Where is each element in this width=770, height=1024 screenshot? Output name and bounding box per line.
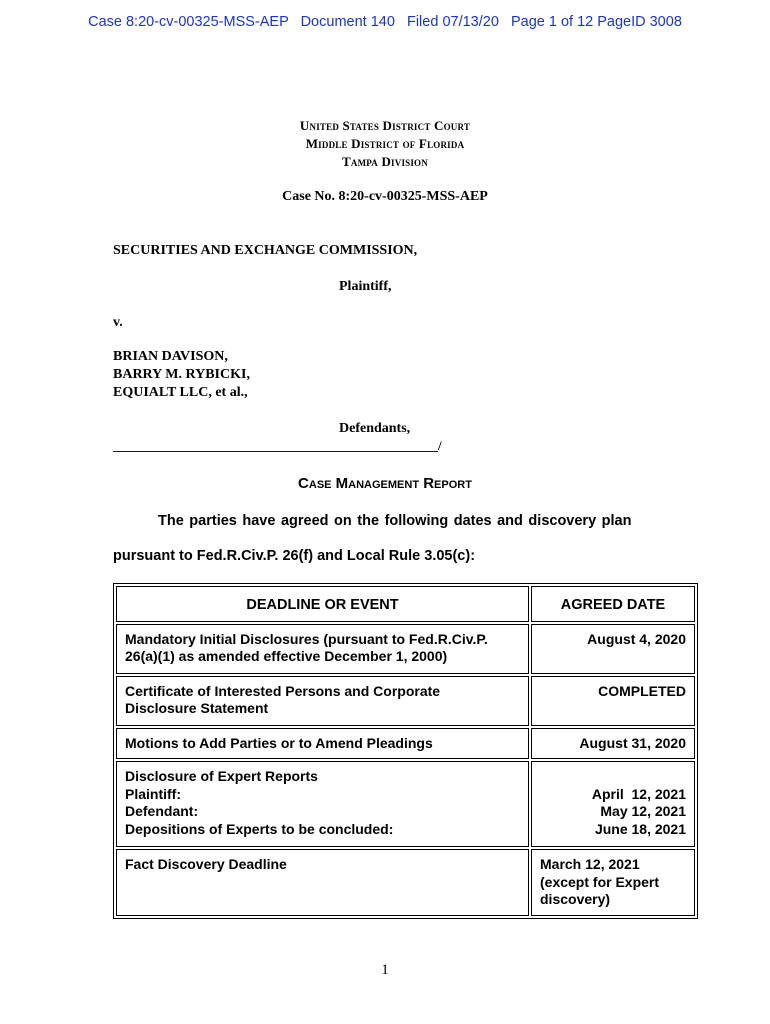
defendant-name: BRIAN DAVISON, bbox=[113, 349, 228, 364]
defendant-name: BARRY M. RYBICKI, bbox=[113, 367, 250, 382]
intro-paragraph-line: pursuant to Fed.R.Civ.P. 26(f) and Local Rule 3.05(c): bbox=[113, 548, 476, 564]
case-number: Case No. 8:20-cv-00325-MSS-AEP bbox=[282, 189, 488, 204]
event-text: Mandatory Initial Disclosures (pursuant to Fed.R.Civ.P. bbox=[125, 630, 488, 647]
date-text: (except for Expert bbox=[540, 873, 660, 890]
event-text: Plaintiff: bbox=[125, 785, 181, 802]
column-header-deadline: DEADLINE OR EVENT bbox=[116, 586, 529, 622]
date-cell bbox=[531, 728, 695, 760]
date-text bbox=[540, 768, 686, 786]
date-text: COMPLETED bbox=[598, 682, 686, 699]
caption-rule-line: __________________________________________________/ bbox=[113, 438, 442, 453]
date-cell bbox=[531, 761, 695, 847]
page-number: 1 bbox=[381, 962, 389, 978]
court-division-line: Tampa Division bbox=[342, 154, 428, 169]
court-name-line: United States District Court bbox=[299, 118, 471, 133]
date-text: June 18, 2021 bbox=[594, 820, 686, 837]
date-text: August 4, 2020 bbox=[587, 630, 686, 647]
table-row bbox=[116, 761, 695, 847]
date-text: March 12, 2021 bbox=[540, 856, 640, 872]
event-cell bbox=[116, 761, 529, 847]
date-text: April 12, 2021 bbox=[591, 785, 686, 802]
event-text: Certificate of Interested Persons and Corporate bbox=[125, 682, 441, 699]
event-text: Defendant: bbox=[125, 803, 199, 819]
table-row bbox=[116, 728, 695, 760]
date-cell bbox=[531, 624, 695, 674]
table-row bbox=[116, 676, 695, 726]
intro-paragraph-line: The parties have agreed on the following dates and discovery plan bbox=[158, 513, 632, 529]
date-text: discovery) bbox=[540, 891, 611, 907]
deadlines-table bbox=[113, 583, 698, 919]
table-row bbox=[116, 624, 695, 674]
date-cell bbox=[531, 849, 695, 916]
defendant-name: EQUIALT LLC, et al., bbox=[113, 385, 248, 400]
versus: v. bbox=[113, 315, 123, 330]
event-text: Disclosure of Expert Reports bbox=[125, 768, 318, 784]
date-text: August 31, 2020 bbox=[579, 734, 686, 751]
event-text: Motions to Add Parties or to Amend Pleadings bbox=[125, 734, 433, 751]
event-cell bbox=[116, 728, 529, 760]
event-text: Depositions of Experts to be concluded: bbox=[125, 820, 394, 837]
column-header-date: AGREED DATE bbox=[531, 586, 695, 622]
report-title: Case Management Report bbox=[298, 475, 472, 492]
court-district-line: Middle District of Florida bbox=[305, 136, 465, 151]
table-header-row bbox=[116, 586, 695, 622]
event-cell bbox=[116, 849, 529, 916]
plaintiff-name: SECURITIES AND EXCHANGE COMMISSION, bbox=[113, 243, 418, 258]
document-header-stamp: Case 8:20-cv-00325-MSS-AEP Document 140 Filed 07/13/20 Page 1 of 12 PageID 3008 bbox=[88, 14, 682, 30]
defendants-role: Defendants, bbox=[339, 421, 411, 436]
event-text: Fact Discovery Deadline bbox=[125, 856, 287, 872]
plaintiff-role: Plaintiff, bbox=[339, 279, 392, 294]
event-cell bbox=[116, 676, 529, 726]
date-cell bbox=[531, 676, 695, 726]
table-row bbox=[116, 849, 695, 916]
date-text: May 12, 2021 bbox=[600, 803, 686, 819]
event-cell bbox=[116, 624, 529, 674]
event-text: Disclosure Statement bbox=[125, 700, 269, 716]
event-text: 26(a)(1) as amended effective December 1, 2000) bbox=[125, 648, 448, 664]
